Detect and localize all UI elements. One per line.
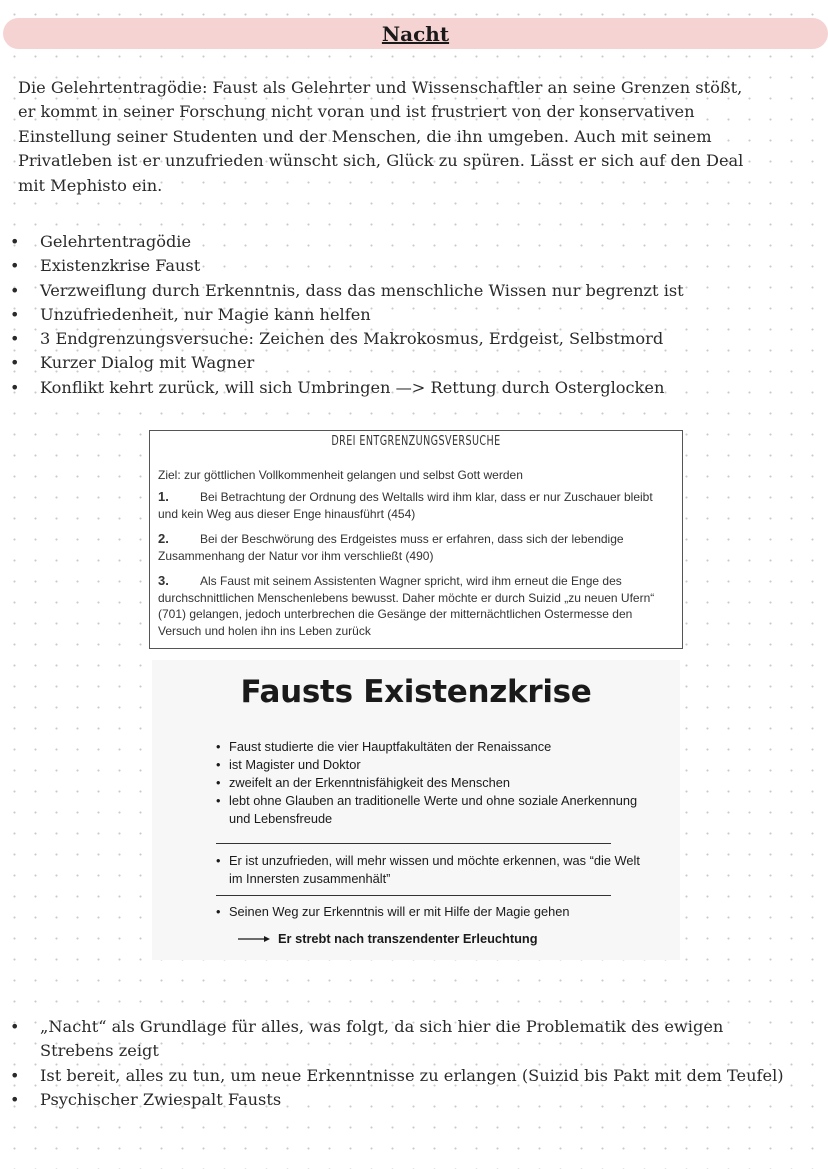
list-item: • Existenzkrise Faust — [0, 254, 800, 278]
conclusion-text: Er strebt nach transzendenter Erleuchtung — [278, 931, 538, 946]
box-item-number: 1. — [158, 489, 169, 504]
box-title: DREI ENTGRENZUNGSVERSUCHE — [331, 434, 501, 449]
divider — [216, 843, 611, 844]
arrow-right-icon — [238, 935, 270, 943]
list-item: • Kurzer Dialog mit Wagner — [0, 351, 800, 375]
list-item: • zweifelt an der Erkenntnisfähigkeit des Menschen — [216, 774, 656, 792]
list-item: • Gelehrtentragödie — [0, 230, 800, 254]
list-item: • Unzufriedenheit, nur Magie kann helfen — [0, 303, 800, 327]
list-item: • Verzweiflung durch Erkenntnis, dass das menschliche Wissen nur begrenzt ist — [0, 279, 800, 303]
list-item: • lebt ohne Glauben an traditionelle Werte und ohne soziale Anerkennung und Lebensfreude — [216, 792, 656, 828]
bullet-list-top — [0, 230, 800, 400]
box-item-number: 2. — [158, 531, 169, 546]
intro-paragraph: Die Gelehrtentragödie: Faust als Gelehrter und Wissenschaftler an seine Grenzen stößt, er kommt in seiner Forschung nicht voran und ist frustriert von der konservativen Einstellung seiner Studenten und der Menschen, die ihn umgeben. Auch mit seinem Privatleben ist er unzufrieden wünscht sich, Glück zu spüren. Lässt er sich auf den Deal mit Mephisto ein. — [18, 78, 744, 195]
box-item-number: 3. — [158, 573, 169, 588]
list-item: • ist Magister und Doktor — [216, 756, 656, 774]
list-item: • 3 Endgrenzungsversuche: Zeichen des Makrokosmus, Erdgeist, Selbstmord — [0, 327, 800, 351]
existenzkrise-card — [152, 660, 680, 960]
card-title: Fausts Existenzkrise — [240, 674, 592, 710]
list-item: • Faust studierte die vier Hauptfakultäten der Renaissance — [216, 738, 656, 756]
conclusion-line — [238, 931, 538, 946]
card-list-1 — [216, 738, 656, 828]
box-item — [158, 531, 674, 564]
box-item — [158, 573, 674, 639]
list-item: • Konflikt kehrt zurück, will sich Umbringen —> Rettung durch Osterglocken — [0, 376, 800, 400]
box-item — [158, 489, 674, 522]
card-list-2 — [216, 852, 656, 888]
box-item-text: Bei Betrachtung der Ordnung des Weltalls wird ihm klar, dass er nur Zuschauer bleibt und kein Weg aus dieser Enge hinausführt (454) — [158, 490, 653, 521]
card-list-3 — [216, 903, 656, 921]
bullet-list-bottom — [0, 1015, 800, 1112]
box-item-text: Bei der Beschwörung des Erdgeistes muss er erfahren, dass sich der lebendige Zusammenhang der Natur vor ihm verschließt (490) — [158, 532, 624, 563]
list-item: • Er ist unzufrieden, will mehr wissen und möchte erkennen, was “die Welt im Innersten zusammenhält” — [216, 852, 656, 888]
list-item: • Psychischer Zwiespalt Fausts — [0, 1088, 800, 1112]
title-banner — [3, 18, 828, 49]
box-intro: Ziel: zur göttlichen Vollkommenheit gelangen und selbst Gott werden — [158, 468, 523, 482]
divider — [216, 895, 611, 896]
list-item: • Seinen Weg zur Erkenntnis will er mit Hilfe der Magie gehen — [216, 903, 656, 921]
list-item: • „Nacht“ als Grundlage für alles, was folgt, da sich hier die Problematik des ewigen Strebens zeigt — [0, 1015, 800, 1064]
page-title: Nacht — [381, 21, 450, 46]
box-item-text: Als Faust mit seinem Assistenten Wagner spricht, wird ihm erneut die Enge des durchschnittlichen Menschenlebens bewusst. Daher möchte er durch Suizid „zu neuen Ufern“ (701) gelangen, jedoch unterbrechen die Gesänge der mitternächtlichen Ostermesse den Versuch und holen ihn ins Leben zurück — [158, 574, 655, 638]
list-item: • Ist bereit, alles zu tun, um neue Erkenntnisse zu erlangen (Suizid bis Pakt mit dem Teufel) — [0, 1064, 800, 1088]
entgrenzungsversuche-box — [149, 430, 683, 649]
